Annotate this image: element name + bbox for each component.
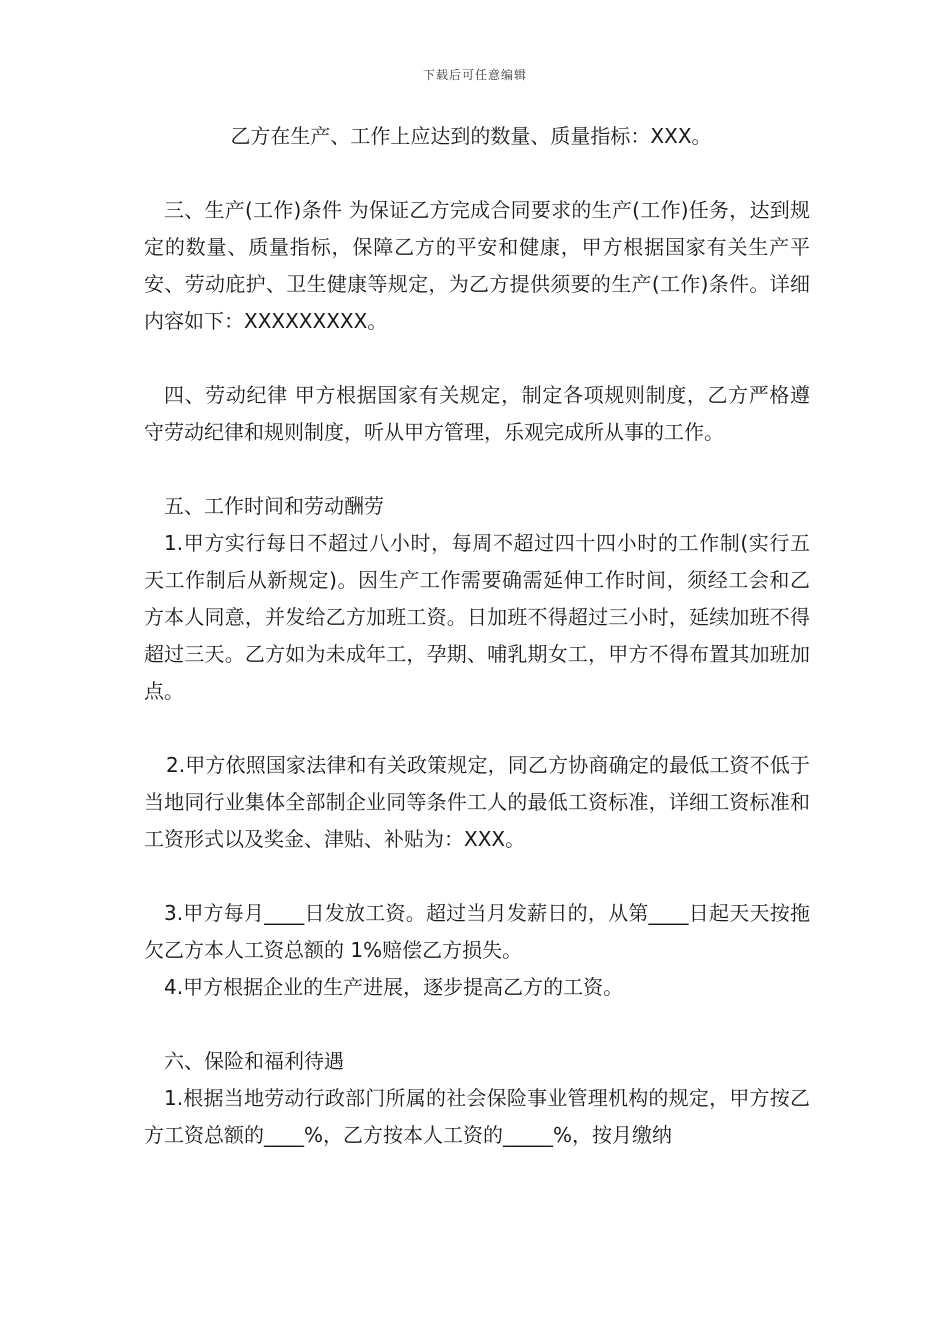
paragraph-gap <box>144 340 810 377</box>
section-6-item-1: 1.根据当地劳动行政部门所属的社会保险事业管理机构的规定，甲方按乙方工资总额的____%，乙方按本人工资的_____%，按月缴纳 <box>144 1086 810 1147</box>
section-6-heading: 六、保险和福利待遇 <box>164 1049 344 1073</box>
paragraph-gap <box>144 451 810 488</box>
paragraph-gap <box>144 710 810 747</box>
section-5-item-2: 2.甲方依照国家法律和有关政策规定，同乙方协商确定的最低工资不低于当地同行业集体全部制企业同等条件工人的最低工资标准，详细工资标准和工资形式以及奖金、津贴、补贴为：XXX。 <box>144 753 810 851</box>
section-5-item-3: 3.甲方每月____日发放工资。超过当月发薪日的，从第____日起天天按拖欠乙方本人工资总额的 1%赔偿乙方损失。 <box>144 901 810 962</box>
paragraph-gap <box>144 1006 810 1043</box>
section-4-labor-discipline: 四、劳动纪律 甲方根据国家有关规定，制定各项规则制度，乙方严格遵守劳动纪律和规则制度，听从甲方管理，乐观完成所从事的工作。 <box>144 383 810 444</box>
section-5-item-4: 4.甲方根据企业的生产进展，逐步提高乙方的工资。 <box>164 975 624 999</box>
paragraph-quality-targets: 乙方在生产、工作上应达到的数量、质量指标：XXX。 <box>230 124 712 148</box>
paragraph-gap <box>144 155 810 192</box>
document-body <box>144 118 810 1154</box>
section-3-working-conditions: 三、生产(工作)条件 为保证乙方完成合同要求的生产(工作)任务，达到规定的数量、质量指标，保障乙方的平安和健康，甲方根据国家有关生产平安、劳动庇护、卫生健康等规定，为乙方提供须要的生产(工作)条件。详细内容如下：XXXXXXXXX。 <box>144 198 810 333</box>
section-5-heading: 五、工作时间和劳动酬劳 <box>164 494 384 518</box>
page-header-note: 下载后可任意编辑 <box>422 68 527 82</box>
paragraph-gap <box>144 858 810 895</box>
section-5-item-1: 1.甲方实行每日不超过八小时，每周不超过四十四小时的工作制(实行五天工作制后从新规定)。因生产工作需要确需延伸工作时间，须经工会和乙方本人同意，并发给乙方加班工资。日加班不得超过三小时，延续加班不得超过三天。乙方如为未成年工，孕期、哺乳期女工，甲方不得布置其加班加点。 <box>144 531 810 703</box>
